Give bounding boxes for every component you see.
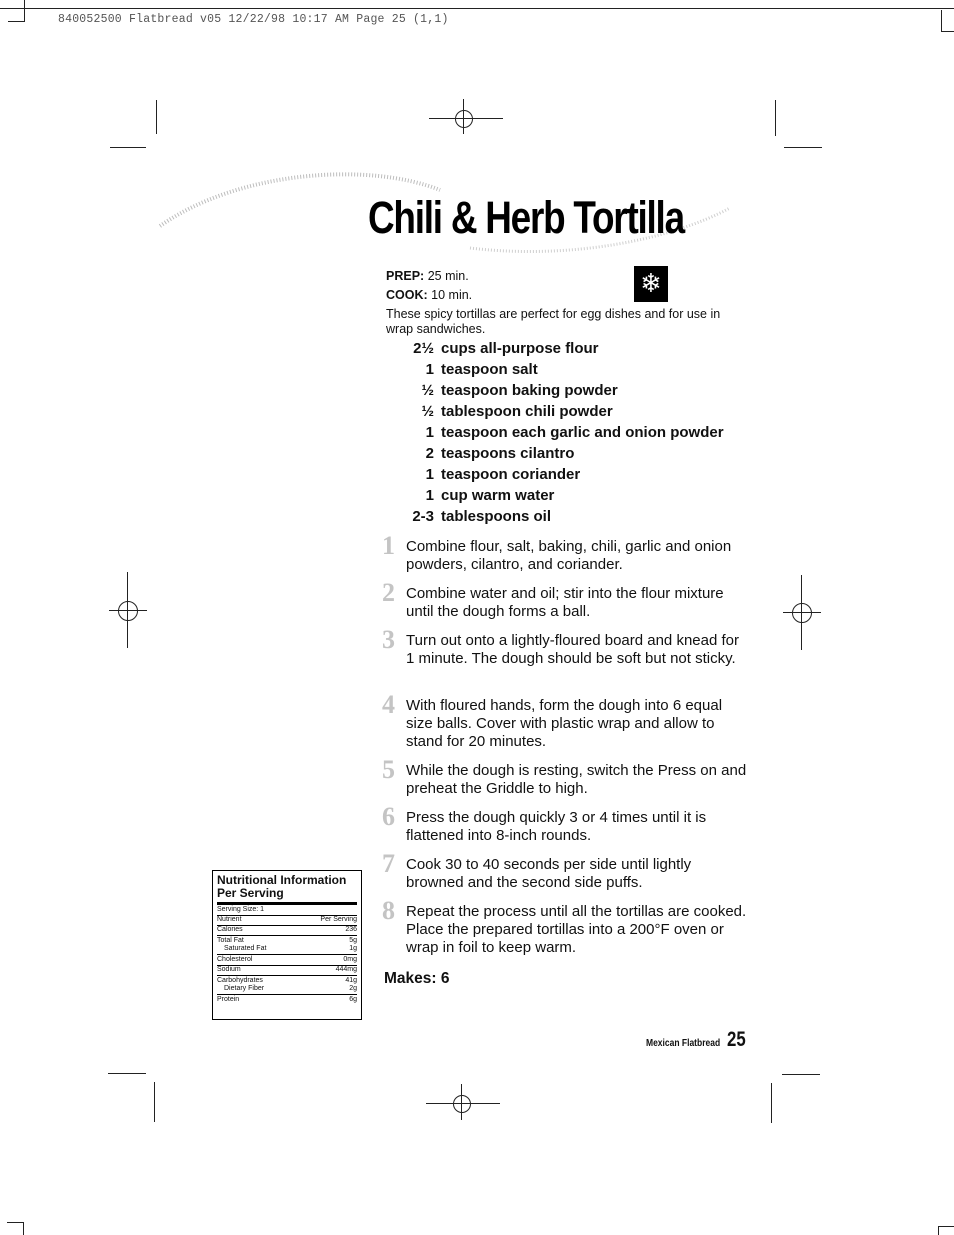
nutrition-group (217, 926, 357, 937)
cook-value: 10 min. (431, 288, 473, 302)
nutrition-title-line1: Nutritional Information (217, 873, 347, 887)
nutrition-row (217, 995, 357, 1005)
nutrition-row (217, 945, 357, 954)
nutrition-group (217, 966, 357, 977)
step-number: 1 (382, 531, 395, 560)
nutrition-row (217, 966, 357, 975)
step-text: While the dough is resting, switch the Press on and preheat the Griddle to high. (406, 762, 747, 797)
ingredient-item (400, 424, 724, 445)
recipe-intro: These spicy tortillas are perfect for egg dishes and for use in wrap sandwiches. (386, 307, 721, 336)
ingredient-item (400, 466, 580, 487)
nutrient-name: Sodium (217, 966, 241, 973)
ingredient-name: teaspoon salt (441, 361, 538, 378)
ingredient-qty: 1 (425, 466, 434, 483)
nutrition-row (217, 977, 357, 986)
nutrition-title-line2: Per Serving (217, 886, 284, 900)
ingredient-qty: 1 (425, 361, 434, 378)
nutrient-name: Total Fat (217, 936, 244, 944)
nutrition-panel (212, 870, 362, 1020)
ingredient-item (400, 340, 599, 361)
nutrition-col-per-serving: Per Serving (320, 916, 357, 923)
nutrient-value: 444mg (335, 966, 357, 973)
nutrient-value: 6g (349, 996, 357, 1003)
nutrition-row (217, 926, 357, 935)
step-text: Cook 30 to 40 seconds per side until lightly browned and the second side puffs. (406, 856, 692, 891)
nutrient-value: 0mg (343, 955, 357, 963)
nutrient-name: Protein (217, 996, 240, 1003)
cook-label: COOK: (386, 288, 428, 302)
nutrition-title (217, 874, 357, 905)
ingredient-name: cups all-purpose flour (441, 340, 599, 357)
nutrition-col-nutrient: Nutrient (217, 916, 242, 923)
step-number: 8 (382, 896, 395, 925)
ingredient-name: cup warm water (441, 487, 555, 504)
ingredient-item (400, 382, 618, 403)
step-text: Combine water and oil; stir into the flour mixture until the dough forms a ball. (406, 585, 724, 620)
step-number: 3 (382, 625, 395, 654)
ingredient-qty: 1 (425, 424, 434, 441)
ingredient-qty: 1 (425, 487, 434, 504)
ingredient-item (400, 487, 554, 508)
step-text: Combine flour, salt, baking, chili, garlic and onion powders, cilantro, and coriander. (406, 538, 732, 573)
nutrition-row (217, 985, 357, 994)
ingredient-qty: ½ (421, 382, 434, 399)
ingredient-item (400, 403, 613, 424)
ingredient-name: teaspoon baking powder (441, 382, 618, 399)
ingredient-qty: ½ (421, 403, 434, 420)
snowflake-icon: ❄ (634, 266, 668, 302)
ingredient-qty: 2-3 (412, 508, 434, 525)
nutrient-name: Carbohydrates (217, 976, 263, 984)
nutrient-value: 236 (345, 926, 357, 933)
step-number: 7 (382, 849, 395, 878)
nutrient-name: Dietary Fiber (224, 985, 265, 992)
ingredient-qty: 2 (425, 445, 434, 462)
step-text: Turn out onto a lightly-floured board and knead for 1 minute. The dough should be soft but not sticky. (406, 632, 739, 667)
ingredient-item (400, 508, 551, 529)
nutrient-name: Calories (217, 926, 243, 933)
ingredient-qty: 2½ (413, 340, 434, 357)
nutrient-name: Saturated Fat (224, 945, 267, 952)
nutrition-group (217, 955, 357, 966)
nutrient-name: Cholesterol (217, 955, 253, 963)
recipe-yield: Makes: 6 (384, 970, 450, 987)
ingredient-name: tablespoon chili powder (441, 403, 613, 420)
step-number: 5 (382, 755, 395, 784)
nutrition-header-row (217, 916, 357, 926)
step-text: With floured hands, form the dough into 6 equal size balls. Cover with plastic wrap and allow to stand for 20 minutes. (406, 697, 723, 750)
prep-time (386, 269, 469, 283)
step-text: Press the dough quickly 3 or 4 times until it is flattened into 8-inch rounds. (406, 809, 707, 844)
nutrition-group (217, 976, 357, 995)
ingredient-item (400, 445, 574, 466)
ingredient-name: teaspoon each garlic and onion powder (441, 424, 724, 441)
nutrient-value: 41g (345, 976, 357, 984)
nutrition-group (217, 936, 357, 955)
step-number: 6 (382, 802, 395, 831)
footer-section-label: Mexican Flatbread (646, 1038, 721, 1049)
nutrition-row (217, 956, 357, 965)
ingredient-name: teaspoon coriander (441, 466, 581, 483)
prep-label: PREP: (386, 269, 425, 283)
nutrition-serving-size: Serving Size: 1 (217, 905, 357, 916)
nutrient-value: 2g (349, 985, 357, 992)
page-number: 25 (727, 1028, 746, 1051)
step-text: Repeat the process until all the tortillas are cooked. Place the prepared tortillas into a 200°F oven or wrap in foil to keep warm. (406, 903, 747, 956)
print-slug: 840052500 Flatbread v05 12/22/98 10:17 AM Page 25 (1,1) (58, 13, 449, 26)
cook-time (386, 288, 472, 302)
nutrient-value: 5g (349, 936, 357, 944)
ingredient-name: teaspoons cilantro (441, 445, 575, 462)
ingredient-name: tablespoons oil (441, 508, 552, 525)
prep-value: 25 min. (427, 269, 469, 283)
ingredient-item (400, 361, 538, 382)
nutrient-value: 1g (349, 945, 357, 952)
step-number: 4 (382, 690, 395, 719)
nutrition-row (217, 937, 357, 946)
recipe-title: Chili & Herb Tortilla (368, 192, 684, 243)
step-number: 2 (382, 578, 395, 607)
